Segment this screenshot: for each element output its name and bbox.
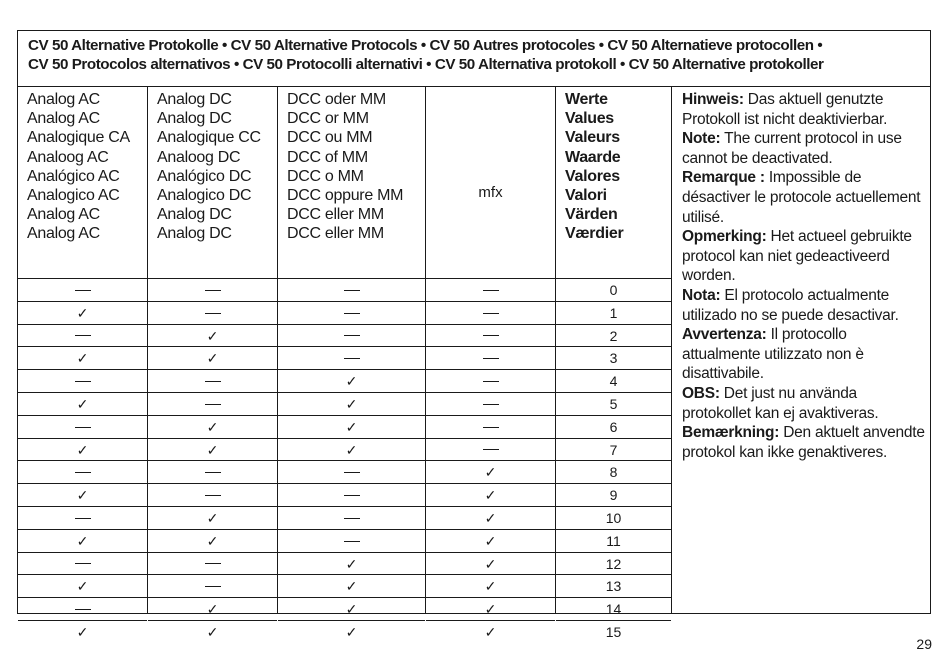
values-header-line: Valores xyxy=(565,167,620,185)
analog-ac-header-line: Analog AC xyxy=(27,91,100,108)
note-text: Den aktuelt anvendte protokol kan ikke genaktiveres. xyxy=(682,424,925,461)
mfx-dash-icon xyxy=(426,393,555,416)
analog-dc-dash-icon xyxy=(148,553,277,576)
values-header-line: Värden xyxy=(565,206,618,224)
value-cell: 1 xyxy=(556,302,671,325)
analog-ac-header-line: Analogique CA xyxy=(27,129,130,147)
analog-dc-check-icon: ✓ xyxy=(148,507,277,530)
note-label: Avvertenza: xyxy=(682,326,767,344)
analog-dc-header-line: Analog DC xyxy=(157,225,232,243)
note-label: Remarque : xyxy=(682,169,765,187)
mfx-check-icon: ✓ xyxy=(426,553,555,576)
note-paragraph xyxy=(682,129,928,168)
analog-dc-header-line: Analogico DC xyxy=(157,187,252,205)
value-cell: 14 xyxy=(556,598,671,621)
mfx-dash-icon xyxy=(426,302,555,325)
note-paragraph xyxy=(682,168,928,227)
analog-ac-dash-icon xyxy=(18,279,147,302)
note-label: Note: xyxy=(682,130,721,148)
values-header-line: Valori xyxy=(565,187,607,205)
dcc-dash-icon xyxy=(278,302,425,325)
analog-dc-check-icon: ✓ xyxy=(148,530,277,553)
analog-ac-check-icon: ✓ xyxy=(18,439,147,462)
analog-dc-check-icon: ✓ xyxy=(148,439,277,462)
value-cell: 3 xyxy=(556,347,671,370)
note-text: El protocolo actualmente utilizado no se puede desactivar. xyxy=(682,286,899,324)
dcc-check-icon: ✓ xyxy=(278,370,425,393)
dcc-check-icon: ✓ xyxy=(278,553,425,576)
mfx-dash-icon xyxy=(426,347,555,370)
note-paragraph xyxy=(682,90,928,129)
analog-ac-header-line: Analog AC xyxy=(27,110,100,128)
analog-ac-header-line: Analoog AC xyxy=(27,148,109,166)
dcc-check-icon: ✓ xyxy=(278,575,425,598)
mfx-check-icon: ✓ xyxy=(426,507,555,530)
column-values xyxy=(556,87,672,640)
analog-dc-header-line: Analog DC xyxy=(157,206,232,224)
mfx-dash-icon xyxy=(426,325,555,348)
dcc-dash-icon xyxy=(278,530,425,553)
analog-ac-header-line: Analógico AC xyxy=(27,167,120,185)
dcc-dash-icon xyxy=(278,507,425,530)
note-text: Il protocollo attualmente utilizzato non è disattivabile. xyxy=(682,326,864,383)
dcc-header-line: DCC oppure MM xyxy=(287,187,404,205)
analog-dc-header-line: Analog DC xyxy=(157,110,232,128)
value-cell: 15 xyxy=(605,623,622,640)
mfx-dash-icon xyxy=(426,416,555,439)
analog-ac-dash-icon xyxy=(18,507,147,530)
mfx-check-icon: ✓ xyxy=(426,461,555,484)
title-line-1: CV 50 Alternative Protokolle • CV 50 Alternative Protocols • CV 50 Autres protocoles • CV 50 Alternatieve protocollen • xyxy=(28,37,823,54)
value-cell: 12 xyxy=(556,553,671,576)
analog-ac-header-line: Analog AC xyxy=(27,206,100,224)
analog-ac-dash-icon xyxy=(18,461,147,484)
note-paragraph xyxy=(682,423,928,462)
note-text: The current protocol in use cannot be deactivated. xyxy=(682,130,902,167)
note-paragraph xyxy=(682,286,928,325)
dcc-dash-icon xyxy=(278,484,425,507)
dcc-check-icon: ✓ xyxy=(345,623,358,640)
analog-ac-check-icon: ✓ xyxy=(18,575,147,598)
value-cell: 5 xyxy=(556,393,671,416)
values-header-line: Waarde xyxy=(565,148,621,166)
mfx-dash-icon xyxy=(426,439,555,462)
analog-dc-check-icon: ✓ xyxy=(148,347,277,370)
analog-ac-check-icon: ✓ xyxy=(76,623,89,640)
values-header xyxy=(565,90,623,244)
note-label: Bemærkning: xyxy=(682,424,780,442)
analog-ac-header xyxy=(27,90,130,244)
analog-dc-header-line: Analógico DC xyxy=(157,167,252,185)
dcc-header-line: DCC or MM xyxy=(287,110,369,128)
analog-ac-header-line: Analog AC xyxy=(27,225,100,243)
dcc-dash-icon xyxy=(278,347,425,370)
values-header-line: Valeurs xyxy=(565,129,620,147)
analog-dc-dash-icon xyxy=(148,393,277,416)
analog-ac-dash-icon xyxy=(18,598,147,621)
column-mfx xyxy=(426,87,556,640)
value-cell: 4 xyxy=(556,370,671,393)
note-paragraph xyxy=(682,384,928,423)
mfx-dash-icon xyxy=(426,279,555,302)
note-label: OBS: xyxy=(682,384,720,402)
analog-ac-dash-icon xyxy=(18,325,147,348)
note-text: Impossible de désactiver le protocole actuellement utilisé. xyxy=(682,169,921,226)
mfx-dash-icon xyxy=(426,370,555,393)
title-line-2: CV 50 Protocolos alternativos • CV 50 Protocolli alternativi • CV 50 Alternativa protokoll • CV 50 Alternative protokoller xyxy=(28,56,824,73)
dcc-header-line: DCC oder MM xyxy=(287,91,386,108)
value-cell: 2 xyxy=(556,325,671,348)
dcc-header-line: DCC eller MM xyxy=(287,206,384,224)
analog-dc-dash-icon xyxy=(148,302,277,325)
value-cell: 8 xyxy=(556,461,671,484)
value-cell: 7 xyxy=(556,439,671,462)
analog-dc-dash-icon xyxy=(148,461,277,484)
dcc-header xyxy=(287,90,403,244)
page-number: 29 xyxy=(916,636,932,652)
analog-ac-check-icon: ✓ xyxy=(18,347,147,370)
values-header-line: Werte xyxy=(565,91,608,108)
analog-ac-dash-icon xyxy=(18,416,147,439)
mfx-check-icon: ✓ xyxy=(426,484,555,507)
analog-ac-header-line: Analogico AC xyxy=(27,187,120,205)
mfx-check-icon: ✓ xyxy=(484,623,497,640)
column-analog-ac xyxy=(18,87,148,640)
table-title xyxy=(18,31,930,87)
cv50-table xyxy=(17,30,931,640)
analog-dc-check-icon: ✓ xyxy=(148,325,277,348)
analog-dc-check-icon: ✓ xyxy=(206,623,219,640)
note-label: Nota: xyxy=(682,286,721,304)
dcc-check-icon: ✓ xyxy=(278,416,425,439)
analog-dc-dash-icon xyxy=(148,279,277,302)
note-text: Het actueel gebruikte protocol kan niet gedeactiveerd worden. xyxy=(682,228,912,285)
mfx-check-icon: ✓ xyxy=(426,575,555,598)
dcc-dash-icon xyxy=(278,325,425,348)
note-label: Opmerking: xyxy=(682,228,767,246)
analog-ac-check-icon: ✓ xyxy=(18,530,147,553)
note-paragraph xyxy=(682,325,928,384)
analog-ac-check-icon: ✓ xyxy=(18,393,147,416)
value-cell: 10 xyxy=(556,507,671,530)
value-cell: 6 xyxy=(556,416,671,439)
values-header-line: Values xyxy=(565,110,614,128)
mfx-header: mfx xyxy=(478,184,503,201)
dcc-header-line: DCC of MM xyxy=(287,148,368,166)
dcc-dash-icon xyxy=(278,461,425,484)
dcc-check-icon: ✓ xyxy=(278,393,425,416)
analog-dc-dash-icon xyxy=(148,484,277,507)
mfx-check-icon: ✓ xyxy=(426,530,555,553)
analog-ac-check-icon: ✓ xyxy=(18,302,147,325)
analog-dc-dash-icon xyxy=(148,370,277,393)
analog-dc-check-icon: ✓ xyxy=(148,598,277,621)
dcc-check-icon: ✓ xyxy=(278,439,425,462)
analog-ac-dash-icon xyxy=(18,370,147,393)
values-header-line: Værdier xyxy=(565,225,624,243)
mfx-check-icon: ✓ xyxy=(426,598,555,621)
note-text: Det just nu använda protokollet kan ej avaktiveras. xyxy=(682,384,879,422)
note-paragraph xyxy=(682,227,928,286)
note-text: Das aktuell genutzte Protokoll ist nicht deaktivierbar. xyxy=(682,91,888,128)
dcc-header-line: DCC ou MM xyxy=(287,129,373,147)
analog-dc-header-line: Analoog DC xyxy=(157,148,241,166)
analog-ac-dash-icon xyxy=(18,553,147,576)
value-cell: 0 xyxy=(556,279,671,302)
value-cell: 11 xyxy=(556,530,671,553)
analog-dc-header xyxy=(157,90,261,244)
dcc-header-line: DCC o MM xyxy=(287,167,364,185)
protocol-notes xyxy=(672,87,928,613)
note-label: Hinweis: xyxy=(682,91,744,108)
dcc-check-icon: ✓ xyxy=(278,598,425,621)
column-analog-dc xyxy=(148,87,278,640)
analog-dc-dash-icon xyxy=(148,575,277,598)
analog-dc-header-line: Analogique CC xyxy=(157,129,261,147)
value-cell: 13 xyxy=(556,575,671,598)
dcc-dash-icon xyxy=(278,279,425,302)
analog-dc-header-line: Analog DC xyxy=(157,91,232,108)
column-dcc xyxy=(278,87,426,640)
dcc-header-line: DCC eller MM xyxy=(287,225,384,243)
analog-dc-check-icon: ✓ xyxy=(148,416,277,439)
value-cell: 9 xyxy=(556,484,671,507)
analog-ac-check-icon: ✓ xyxy=(18,484,147,507)
